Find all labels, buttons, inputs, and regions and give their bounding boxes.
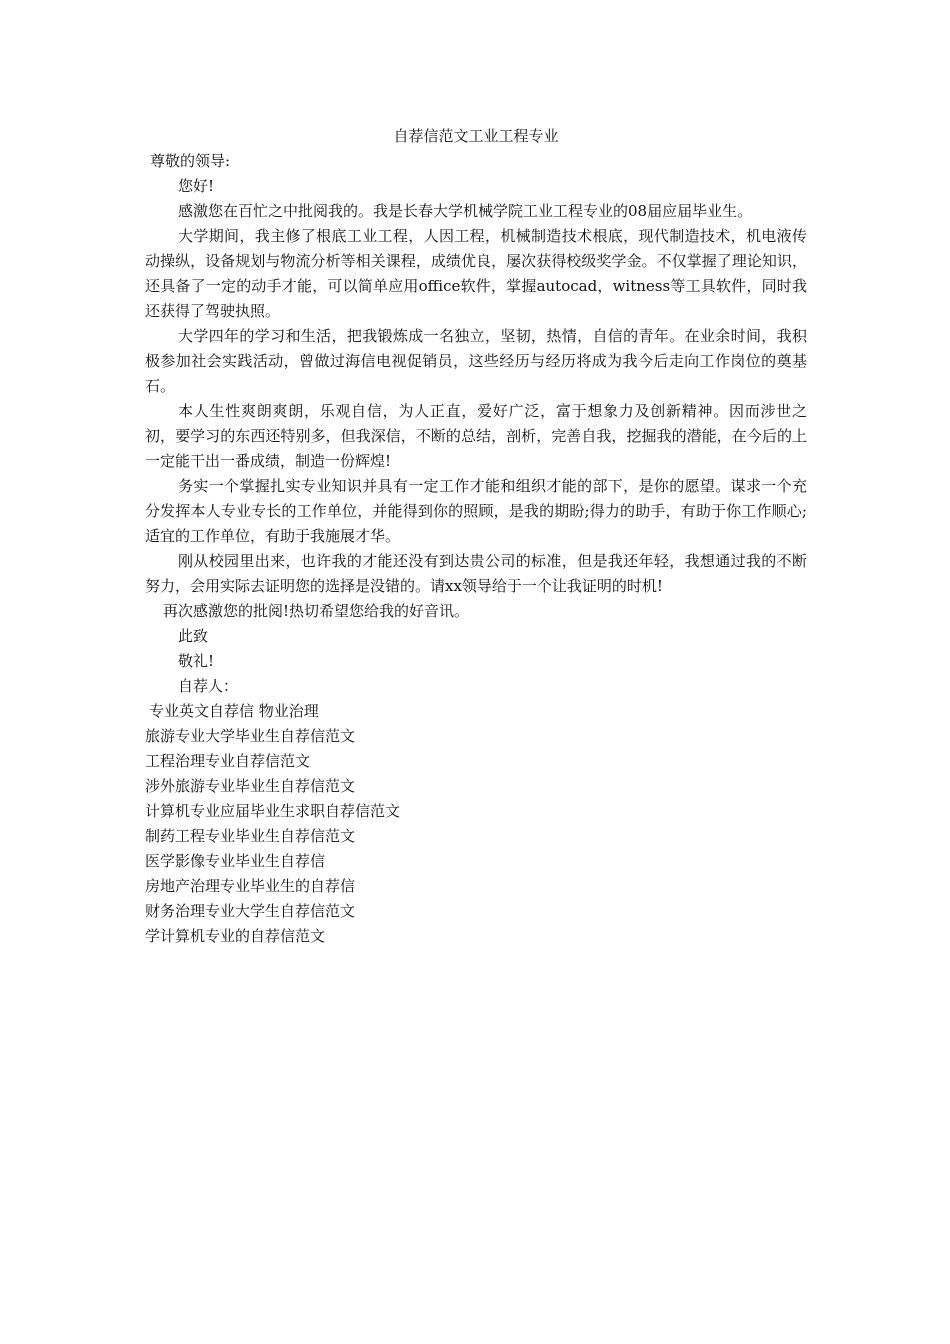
document-page: [145, 124, 807, 949]
thanks-line: 再次感激您的批阅!热切希望您给我的好音讯。: [163, 602, 470, 620]
closing-line-1: 此致: [178, 627, 209, 645]
related-link[interactable]: 旅游专业大学毕业生自荐信范文: [145, 727, 356, 745]
related-link[interactable]: 专业英文自荐信 物业治理: [149, 702, 319, 720]
closing-line-2: 敬礼!: [178, 652, 215, 670]
related-link[interactable]: 财务治理专业大学生自荐信范文: [145, 902, 356, 920]
related-link[interactable]: 工程治理专业自荐信范文: [145, 752, 311, 770]
body-paragraph-4: 本人生性爽朗爽朗，乐观自信，为人正直，爱好广泛，富于想象力及创新精神。因而涉世之初，要学习的东西还特别多，但我深信，不断的总结，剖析，完善自我，挖掘我的潜能，在今后的上一定能干出一番成绩，制造一份辉煌!: [145, 402, 807, 470]
related-link[interactable]: 计算机专业应届毕业生求职自荐信范文: [145, 802, 401, 820]
document-title: 自荐信范文工业工程专业: [393, 127, 559, 145]
related-link[interactable]: 医学影像专业毕业生自荐信: [145, 852, 326, 870]
related-links-list: [145, 699, 807, 949]
body-paragraph-3: 大学四年的学习和生活，把我锻炼成一名独立，坚韧，热情，自信的青年。在业余时间，我积极参加社会实践活动，曾做过海信电视促销员，这些经历与经历将成为我今后走向工作岗位的奠基石。: [145, 327, 807, 395]
related-link[interactable]: 学计算机专业的自荐信范文: [145, 927, 326, 945]
related-link[interactable]: 涉外旅游专业毕业生自荐信范文: [145, 777, 356, 795]
body-paragraph-5: 务实一个掌握扎实专业知识并具有一定工作才能和组织才能的部下，是你的愿望。谋求一个充分发挥本人专业专长的工作单位，并能得到你的照顾，是我的期盼;得力的助手，有助于你工作顺心;适宜的工作单位，有助于我施展才华。: [145, 477, 807, 545]
body-paragraph-1: 感激您在百忙之中批阅我的。我是长春大学机械学院工业工程专业的08届应届毕业生。: [178, 202, 753, 220]
greeting: 您好!: [178, 177, 215, 195]
salutation: 尊敬的领导:: [150, 152, 231, 170]
related-link[interactable]: 房地产治理专业毕业生的自荐信: [145, 877, 356, 895]
body-paragraph-2: 大学期间，我主修了根底工业工程，人因工程，机械制造技术根底，现代制造技术，机电液传动操纵，设备规划与物流分析等相关课程，成绩优良，屡次获得校级奖学金。不仅掌握了理论知识，还具备了一定的动手才能，可以简单应用office软件，掌握autocad，witness等工具软件，同时我还获得了驾驶执照。: [145, 227, 807, 320]
related-link[interactable]: 制药工程专业毕业生自荐信范文: [145, 827, 356, 845]
signer-line: 自荐人：: [178, 677, 239, 695]
body-paragraph-6: 刚从校园里出来，也许我的才能还没有到达贵公司的标准，但是我还年轻，我想通过我的不断努力，会用实际去证明您的选择是没错的。请xx领导给于一个让我证明的时机!: [145, 552, 807, 595]
